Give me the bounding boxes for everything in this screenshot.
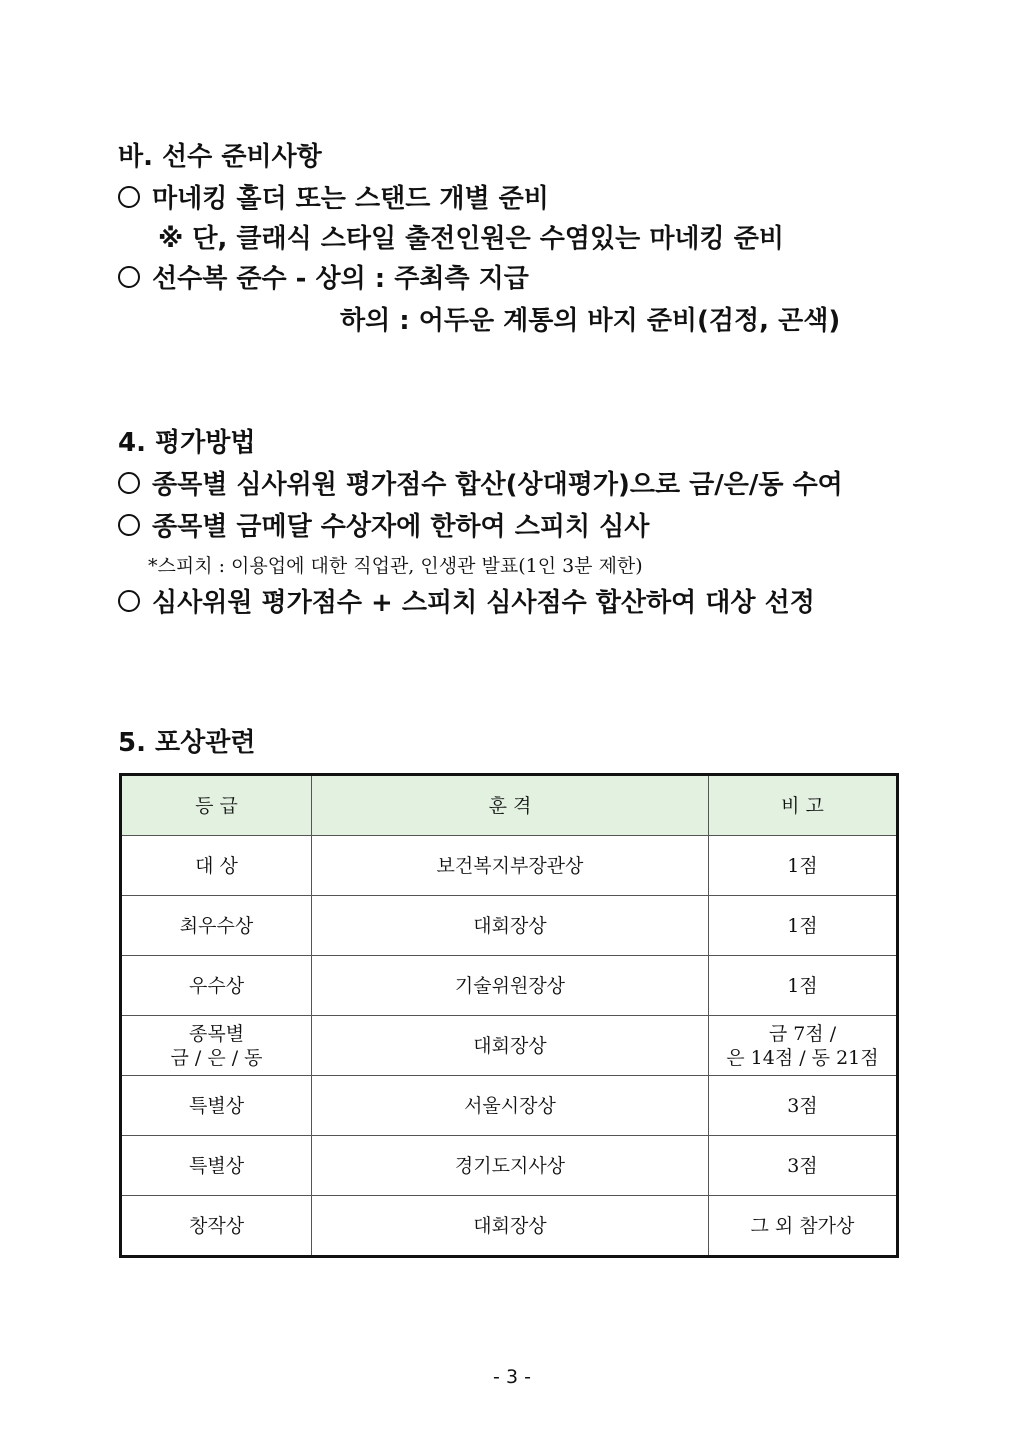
continuation-line: 하의 : 어두운 계통의 바지 준비(검정, 곤색) [340,306,841,336]
header-note: 비 고 [708,775,897,836]
bullet-text: 종목별 금메달 수상자에 한하여 스피치 심사 [152,512,650,542]
cell-note: 1점 [708,956,897,1016]
bullet-text: 선수복 준수 - 상의 : 주최측 지급 [152,264,529,294]
cell-note [708,1016,897,1076]
cell-note: 1점 [708,836,897,896]
cell-honor: 서울시장상 [312,1076,709,1136]
table-row [121,956,898,1016]
cell-note: 3점 [708,1136,897,1196]
header-grade: 등 급 [121,775,312,836]
cell-honor: 경기도지사상 [312,1136,709,1196]
bullet-text: 종목별 심사위원 평가점수 합산(상대평가)으로 금/은/동 수여 [152,470,843,500]
table-row [121,1076,898,1136]
cell-honor: 보건복지부장관상 [312,836,709,896]
speech-note: *스피치 : 이용업에 대한 직업관, 인생관 발표(1인 3분 제한) [148,555,643,577]
table-row [121,1016,898,1076]
cell-note: 3점 [708,1076,897,1136]
cell-note-line1: 금 7점 / [768,1022,837,1045]
cell-grade: 창작상 [121,1196,312,1257]
header-honor: 훈 격 [312,775,709,836]
section-4-title: 4. 평가방법 [118,428,256,458]
table-header-row [121,775,898,836]
circle-bullet-icon [118,266,140,288]
award-table [119,773,899,1258]
circle-bullet-icon [118,472,140,494]
bullet-item [118,262,529,296]
bullet-item [118,468,843,502]
cell-grade-line1: 종목별 [188,1022,245,1045]
bullet-item [118,182,549,216]
cell-honor: 기술위원장상 [312,956,709,1016]
cell-grade: 대 상 [121,836,312,896]
cell-honor: 대회장상 [312,1016,709,1076]
cell-grade-line2: 금 / 은 / 동 [170,1046,263,1069]
section-5-title: 5. 포상관련 [118,728,256,758]
bullet-item [118,510,649,544]
circle-bullet-icon [118,514,140,536]
circle-bullet-icon [118,590,140,612]
cell-grade: 특별상 [121,1076,312,1136]
bullet-item [118,586,815,620]
cell-grade: 특별상 [121,1136,312,1196]
circle-bullet-icon [118,186,140,208]
cell-note-line2: 은 14점 / 동 21점 [726,1046,879,1069]
bullet-text: 심사위원 평가점수 + 스피치 심사점수 합산하여 대상 선정 [152,588,815,618]
cell-honor: 대회장상 [312,1196,709,1257]
cell-grade: 최우수상 [121,896,312,956]
cell-honor: 대회장상 [312,896,709,956]
table-row [121,896,898,956]
table-row [121,836,898,896]
page-number: - 3 - [493,1366,531,1388]
bullet-text: 마네킹 홀더 또는 스탠드 개별 준비 [152,184,549,214]
table-row [121,1136,898,1196]
note-line: ※ 단, 클래식 스타일 출전인원은 수염있는 마네킹 준비 [158,224,784,254]
cell-grade [121,1016,312,1076]
section-ba-title: 바. 선수 준비사항 [118,142,322,172]
cell-grade: 우수상 [121,956,312,1016]
cell-note: 그 외 참가상 [708,1196,897,1257]
table-row [121,1196,898,1257]
cell-note: 1점 [708,896,897,956]
